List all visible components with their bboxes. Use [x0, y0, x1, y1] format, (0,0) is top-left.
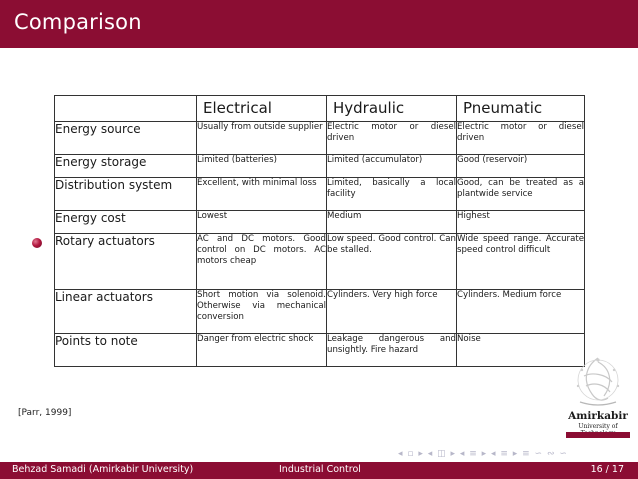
- frame-title: Comparison: [14, 10, 142, 34]
- row-label: Energy source: [55, 122, 197, 155]
- table-row: [55, 211, 585, 234]
- cell-hydraulic: Low speed. Good control. Can be stalled.: [327, 234, 457, 290]
- university-emblem-icon: [562, 352, 634, 410]
- beamer-navigation[interactable]: ◂ ▫ ▸ ◂ ◫ ▸ ◂ ≡ ▸ ◂ ≡ ▸ ≡ ∽ ∾ ∽: [398, 449, 568, 459]
- cell-hydraulic: Electric motor or diesel driven: [327, 122, 457, 155]
- footer-page-number: 16 / 17: [590, 464, 624, 475]
- header-pneumatic: Pneumatic: [457, 96, 585, 122]
- cell-pneumatic: Wide speed range. Accurate speed control difficult: [457, 234, 585, 290]
- row-label: Linear actuators: [55, 290, 197, 334]
- citation: [Parr, 1999]: [18, 408, 72, 418]
- cell-pneumatic: Good (reservoir): [457, 155, 585, 178]
- table-row: [55, 155, 585, 178]
- table-row: [55, 290, 585, 334]
- row-label: Energy storage: [55, 155, 197, 178]
- logo-bar: [566, 432, 630, 438]
- cell-pneumatic: Cylinders. Medium force: [457, 290, 585, 334]
- frame-title-bar: [0, 0, 638, 48]
- university-logo: [562, 352, 634, 442]
- header-hydraulic: Hydraulic: [327, 96, 457, 122]
- cell-electrical: AC and DC motors. Good control on DC motors. AC motors cheap: [197, 234, 327, 290]
- bullet-icon: [32, 238, 42, 248]
- logo-subtitle: University of: [578, 423, 618, 430]
- cell-hydraulic: Leakage dangerous and unsightly. Fire hazard: [327, 334, 457, 367]
- cell-electrical: Limited (batteries): [197, 155, 327, 178]
- table-row: [55, 334, 585, 367]
- logo-wordmark: Amirkabir: [568, 410, 628, 422]
- cell-electrical: Usually from outside supplier: [197, 122, 327, 155]
- comparison-table: [54, 95, 585, 367]
- cell-pneumatic: Good, can be treated as a plantwide service: [457, 178, 585, 211]
- row-label: Distribution system: [55, 178, 197, 211]
- cell-hydraulic: Limited, basically a local facility: [327, 178, 457, 211]
- row-label: Rotary actuators: [55, 234, 197, 290]
- cell-pneumatic: Electric motor or diesel driven: [457, 122, 585, 155]
- cell-hydraulic: Cylinders. Very high force: [327, 290, 457, 334]
- header-electrical: Electrical: [197, 96, 327, 122]
- cell-electrical: Excellent, with minimal loss: [197, 178, 327, 211]
- footer-bar: [0, 462, 638, 479]
- footer-author: Behzad Samadi (Amirkabir University): [12, 464, 194, 475]
- row-label: Energy cost: [55, 211, 197, 234]
- row-label: Points to note: [55, 334, 197, 367]
- table-row: [55, 234, 585, 290]
- cell-pneumatic: Noise: [457, 334, 585, 367]
- table-row: [55, 122, 585, 155]
- cell-electrical: Lowest: [197, 211, 327, 234]
- cell-electrical: Danger from electric shock: [197, 334, 327, 367]
- cell-pneumatic: Highest: [457, 211, 585, 234]
- cell-hydraulic: Limited (accumulator): [327, 155, 457, 178]
- cell-hydraulic: Medium: [327, 211, 457, 234]
- table-header-row: [55, 96, 585, 122]
- header-cell-empty: [55, 96, 197, 122]
- cell-electrical: Short motion via solenoid. Otherwise via mechanical conversion: [197, 290, 327, 334]
- footer-title: Industrial Control: [279, 464, 361, 475]
- table-row: [55, 178, 585, 211]
